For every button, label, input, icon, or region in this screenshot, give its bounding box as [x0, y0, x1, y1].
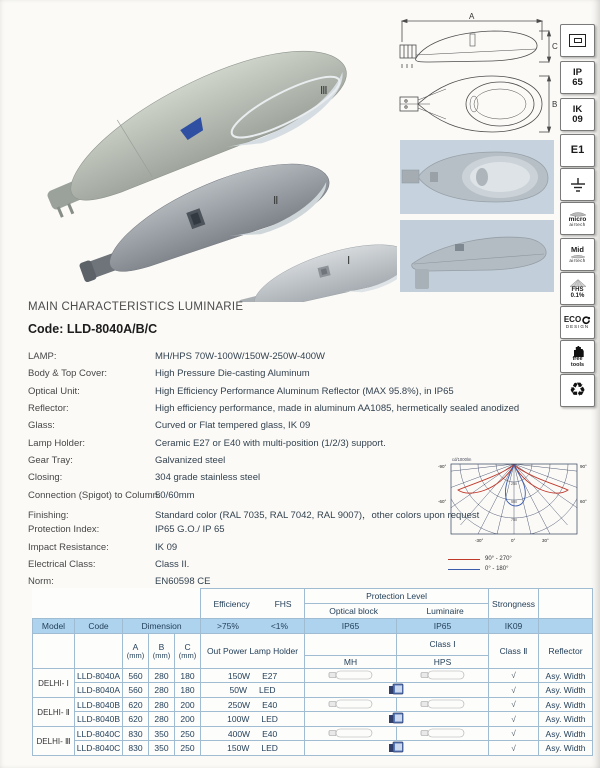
code-heading: Code: LLD-8040A/B/C — [28, 322, 158, 336]
th-blank — [539, 589, 593, 619]
th-protection-level: Protection Level — [305, 589, 489, 604]
legend-item-blue — [448, 566, 508, 572]
legend-item-red — [448, 556, 512, 562]
spec-value: High Efficiency Performance Aluminum Reflector (MAX 95.8%), in IP65 — [155, 386, 454, 397]
cell-hps-lamp — [397, 669, 489, 683]
spec-label: Glass: — [28, 420, 55, 431]
curve-90-270 — [458, 465, 568, 493]
luminaire-photo-i — [232, 233, 397, 302]
cell-class-ii-check: √ — [489, 683, 539, 698]
ik-value: 09 — [572, 113, 583, 125]
cell-code: LLD-8040B — [75, 698, 123, 712]
spec-row — [28, 368, 593, 379]
cell-dim-a: 620 — [123, 698, 149, 712]
th-code-blank — [75, 634, 123, 669]
cell-dim-c: 250 — [175, 727, 201, 741]
svg-text:-30°: -30° — [475, 538, 484, 543]
spec-value: 50/60mm — [155, 490, 195, 501]
spec-value: IK 09 — [155, 542, 178, 553]
spec-row — [28, 351, 593, 362]
spec-label: Gear Tray: — [28, 455, 73, 466]
spec-label: Impact Resistance: — [28, 542, 109, 553]
cell-led-module — [305, 683, 489, 698]
dim-label-c: C — [552, 42, 558, 51]
spec-label: LAMP: — [28, 351, 57, 362]
th-dim-a: A (mm) — [123, 634, 149, 669]
spec-label: Electrical Class: — [28, 559, 96, 570]
cell-code: LLD-8040A — [75, 683, 123, 698]
cell-reflector: Asy. Width — [539, 712, 593, 727]
th-hps: HPS — [397, 656, 489, 669]
micro-airtech-badge — [560, 202, 595, 235]
th-mh-blank — [305, 634, 397, 656]
spec-value: Curved or Flat tempered glass, IK 09 — [155, 420, 311, 431]
cell-reflector: Asy. Width — [539, 698, 593, 712]
e1-badge — [560, 134, 595, 167]
dim-label-b: B — [552, 100, 558, 109]
table-row — [33, 683, 593, 698]
spec-label: Optical Unit: — [28, 386, 80, 397]
spec-value: Standard color (RAL 7035, RAL 7042, RAL 9007)，other colors upon request — [155, 510, 480, 521]
cell-mh-lamp — [305, 669, 397, 683]
cell-dim-a: 830 — [123, 741, 149, 756]
svg-text:30°: 30° — [542, 538, 549, 543]
ik-label: IK — [572, 104, 583, 115]
cell-power: 250W E40 — [201, 698, 305, 712]
tools-label: tools — [570, 361, 585, 368]
th-class-i: Class Ⅰ — [397, 634, 489, 656]
spec-value: Class II. — [155, 559, 190, 570]
table-row — [33, 712, 593, 727]
spec-value: MH/HPS 70W-100W/150W-250W-400W — [155, 351, 326, 362]
photo-side-luminaire — [400, 220, 554, 292]
svg-text:-90°: -90° — [438, 464, 447, 469]
cell-dim-b: 280 — [149, 712, 175, 727]
spec-label: Norm: — [28, 576, 54, 587]
cell-model: DELHI- Ⅱ — [33, 698, 75, 727]
spec-value: 304 grade stainless steel — [155, 472, 261, 483]
spec-value: Ceramic E27 or E40 with multi-position (1/2/3) support. — [155, 438, 386, 449]
th-dim-c: C (mm) — [175, 634, 201, 669]
spec-row — [28, 420, 593, 431]
cell-led-module — [305, 712, 489, 727]
fhs-label: FHS — [571, 286, 584, 293]
earth-badge — [560, 168, 595, 201]
svg-text:-60°: -60° — [438, 499, 447, 504]
ik09-badge — [560, 98, 595, 131]
mid-sub: airtech — [569, 258, 586, 263]
cell-dim-c: 180 — [175, 683, 201, 698]
spec-row — [28, 386, 593, 397]
cell-dim-a: 560 — [123, 669, 149, 683]
tubular-lamp-icon — [420, 699, 466, 709]
cell-dim-a: 620 — [123, 712, 149, 727]
cell-model: DELHI- Ⅲ — [33, 727, 75, 756]
spec-row — [28, 576, 593, 587]
cell-reflector: Asy. Width — [539, 727, 593, 741]
spec-label: Reflector: — [28, 403, 69, 414]
micro-sub: airtech — [569, 222, 586, 227]
cell-dim-a: 560 — [123, 683, 149, 698]
spec-row — [28, 403, 593, 414]
th-efficiency-values: >75% <1% — [201, 619, 305, 634]
svg-text:250: 250 — [510, 482, 518, 486]
product-photos — [5, 8, 397, 302]
fhs-value: 0.1% — [570, 292, 585, 299]
cell-dim-b: 280 — [149, 669, 175, 683]
cell-dim-c: 200 — [175, 698, 201, 712]
cell-class-ii-check: √ — [489, 669, 539, 683]
legend-line-red — [448, 559, 480, 560]
characteristics-table — [32, 588, 593, 756]
tubular-lamp-icon — [420, 670, 466, 680]
th-out-power: Out Power Lamp Holder — [201, 634, 305, 669]
cell-power: 150W E27 — [201, 669, 305, 683]
th-blank-blue — [539, 619, 593, 634]
table-row — [33, 741, 593, 756]
free-label: free — [572, 356, 583, 362]
legend-line-blue — [448, 569, 480, 570]
cell-dim-c: 200 — [175, 712, 201, 727]
th-optical-luminaire: Optical block Luminaire — [305, 604, 489, 619]
legend-label: 0° - 180° — [485, 566, 509, 572]
recycle-icon: ♻ — [568, 380, 587, 401]
cell-class-ii-check: √ — [489, 712, 539, 727]
cell-class-ii-check: √ — [489, 741, 539, 756]
photo-label-iii: Ⅲ — [320, 85, 328, 97]
class-ii-insulation-icon — [569, 34, 586, 47]
spec-label: Protection Index: — [28, 524, 100, 535]
tubular-lamp-icon — [328, 728, 374, 738]
earth-icon — [568, 176, 588, 194]
cell-dim-b: 350 — [149, 727, 175, 741]
photo-label-ii: Ⅱ — [273, 195, 279, 207]
cell-power: 400W E40 — [201, 727, 305, 741]
cell-dim-b: 280 — [149, 683, 175, 698]
spec-value: IP65 G.O./ IP 65 — [155, 524, 225, 535]
spec-label: Lamp Holder: — [28, 438, 86, 449]
th-dim-b: B (mm) — [149, 634, 175, 669]
ip-label: IP — [573, 67, 582, 78]
dim-label-a: A — [469, 12, 475, 21]
th-strongness: Strongness — [489, 589, 539, 619]
cell-code: LLD-8040B — [75, 712, 123, 727]
svg-text:750: 750 — [510, 518, 518, 522]
table-row — [33, 727, 593, 741]
cell-power: 50W LED — [201, 683, 305, 698]
th-ip65-optical: IP65 — [305, 619, 397, 634]
legend-label: 90° - 270° — [485, 556, 512, 562]
beam-triangle-icon — [569, 279, 587, 287]
photo-label-i: Ⅰ — [347, 255, 351, 267]
dimension-drawing — [396, 12, 558, 138]
th-model-blank — [33, 634, 75, 669]
cell-reflector: Asy. Width — [539, 683, 593, 698]
spec-value: High Pressure Die-casting Aluminum — [155, 368, 310, 379]
spec-label: Finishing: — [28, 510, 69, 521]
cell-power: 150W LED — [201, 741, 305, 756]
cell-dim-b: 280 — [149, 698, 175, 712]
cell-code: LLD-8040C — [75, 727, 123, 741]
led-module-icon — [388, 712, 405, 724]
th-class-ii: Class Ⅱ — [489, 634, 539, 669]
page-title: MAIN CHARACTERISTICS LUMINARIE — [28, 301, 244, 313]
th-reflector: Reflector — [539, 634, 593, 669]
led-module-icon — [388, 741, 405, 753]
cell-class-ii-check: √ — [489, 698, 539, 712]
eco-label: ECO — [563, 315, 582, 325]
tubular-lamp-icon — [328, 699, 374, 709]
mid-label: Mid — [571, 244, 584, 254]
eco-sub: DESIGN — [565, 323, 590, 329]
th-model: Model — [33, 619, 75, 634]
photometric-diagram — [437, 455, 595, 549]
class-ii-insulation-badge — [560, 24, 595, 57]
th-ik09: IK09 — [489, 619, 539, 634]
tubular-lamp-icon — [328, 670, 374, 680]
micro-label: micro — [568, 215, 587, 223]
cell-code: LLD-8040C — [75, 741, 123, 756]
spec-value: EN60598 CE — [155, 576, 211, 587]
th-ip65-luminaire: IP65 — [397, 619, 489, 634]
photo-open-luminaire — [400, 140, 554, 214]
svg-text:0°: 0° — [511, 538, 516, 543]
cell-reflector: Asy. Width — [539, 669, 593, 683]
cell-hps-lamp — [397, 727, 489, 741]
eco-design-badge — [560, 306, 595, 339]
fhs-badge — [560, 272, 595, 305]
th-code: Code — [75, 619, 123, 634]
table-row — [33, 669, 593, 683]
cell-dim-c: 250 — [175, 741, 201, 756]
tubular-lamp-icon — [420, 728, 466, 738]
ip-value: 65 — [572, 76, 583, 88]
e1-label: E1 — [570, 144, 585, 156]
cell-hps-lamp — [397, 698, 489, 712]
cell-dim-c: 180 — [175, 669, 201, 683]
spec-label: Body & Top Cover: — [28, 368, 108, 379]
th-mh: MH — [305, 656, 397, 669]
cell-dim-b: 350 — [149, 741, 175, 756]
cell-model: DELHI- Ⅰ — [33, 669, 75, 698]
led-module-icon — [388, 683, 405, 695]
th-efficiency-fhs: Efficiency FHS — [201, 589, 305, 619]
spec-label: Connection (Spigot) to Column: — [28, 490, 161, 501]
cell-reflector: Asy. Width — [539, 741, 593, 756]
diagram-unit-label: cd/1000lm — [452, 457, 472, 462]
th-dimension: Dimension — [123, 619, 201, 634]
table-row — [33, 698, 593, 712]
cell-mh-lamp — [305, 698, 397, 712]
ip65-badge — [560, 61, 595, 94]
cell-dim-a: 830 — [123, 727, 149, 741]
cell-led-module — [305, 741, 489, 756]
svg-text:60°: 60° — [580, 499, 587, 504]
cell-mh-lamp — [305, 727, 397, 741]
svg-text:500: 500 — [510, 500, 518, 504]
spec-row — [28, 438, 593, 449]
spec-label: Closing: — [28, 472, 63, 483]
cell-code: LLD-8040A — [75, 669, 123, 683]
cell-class-ii-check: √ — [489, 727, 539, 741]
spec-value: Galvanized steel — [155, 455, 226, 466]
mid-airtech-badge — [560, 238, 595, 271]
spec-value: High efficiency performance, made in aluminum AA1085, hermetically sealed anodized — [155, 403, 520, 414]
cell-power: 100W LED — [201, 712, 305, 727]
svg-text:90°: 90° — [580, 464, 587, 469]
